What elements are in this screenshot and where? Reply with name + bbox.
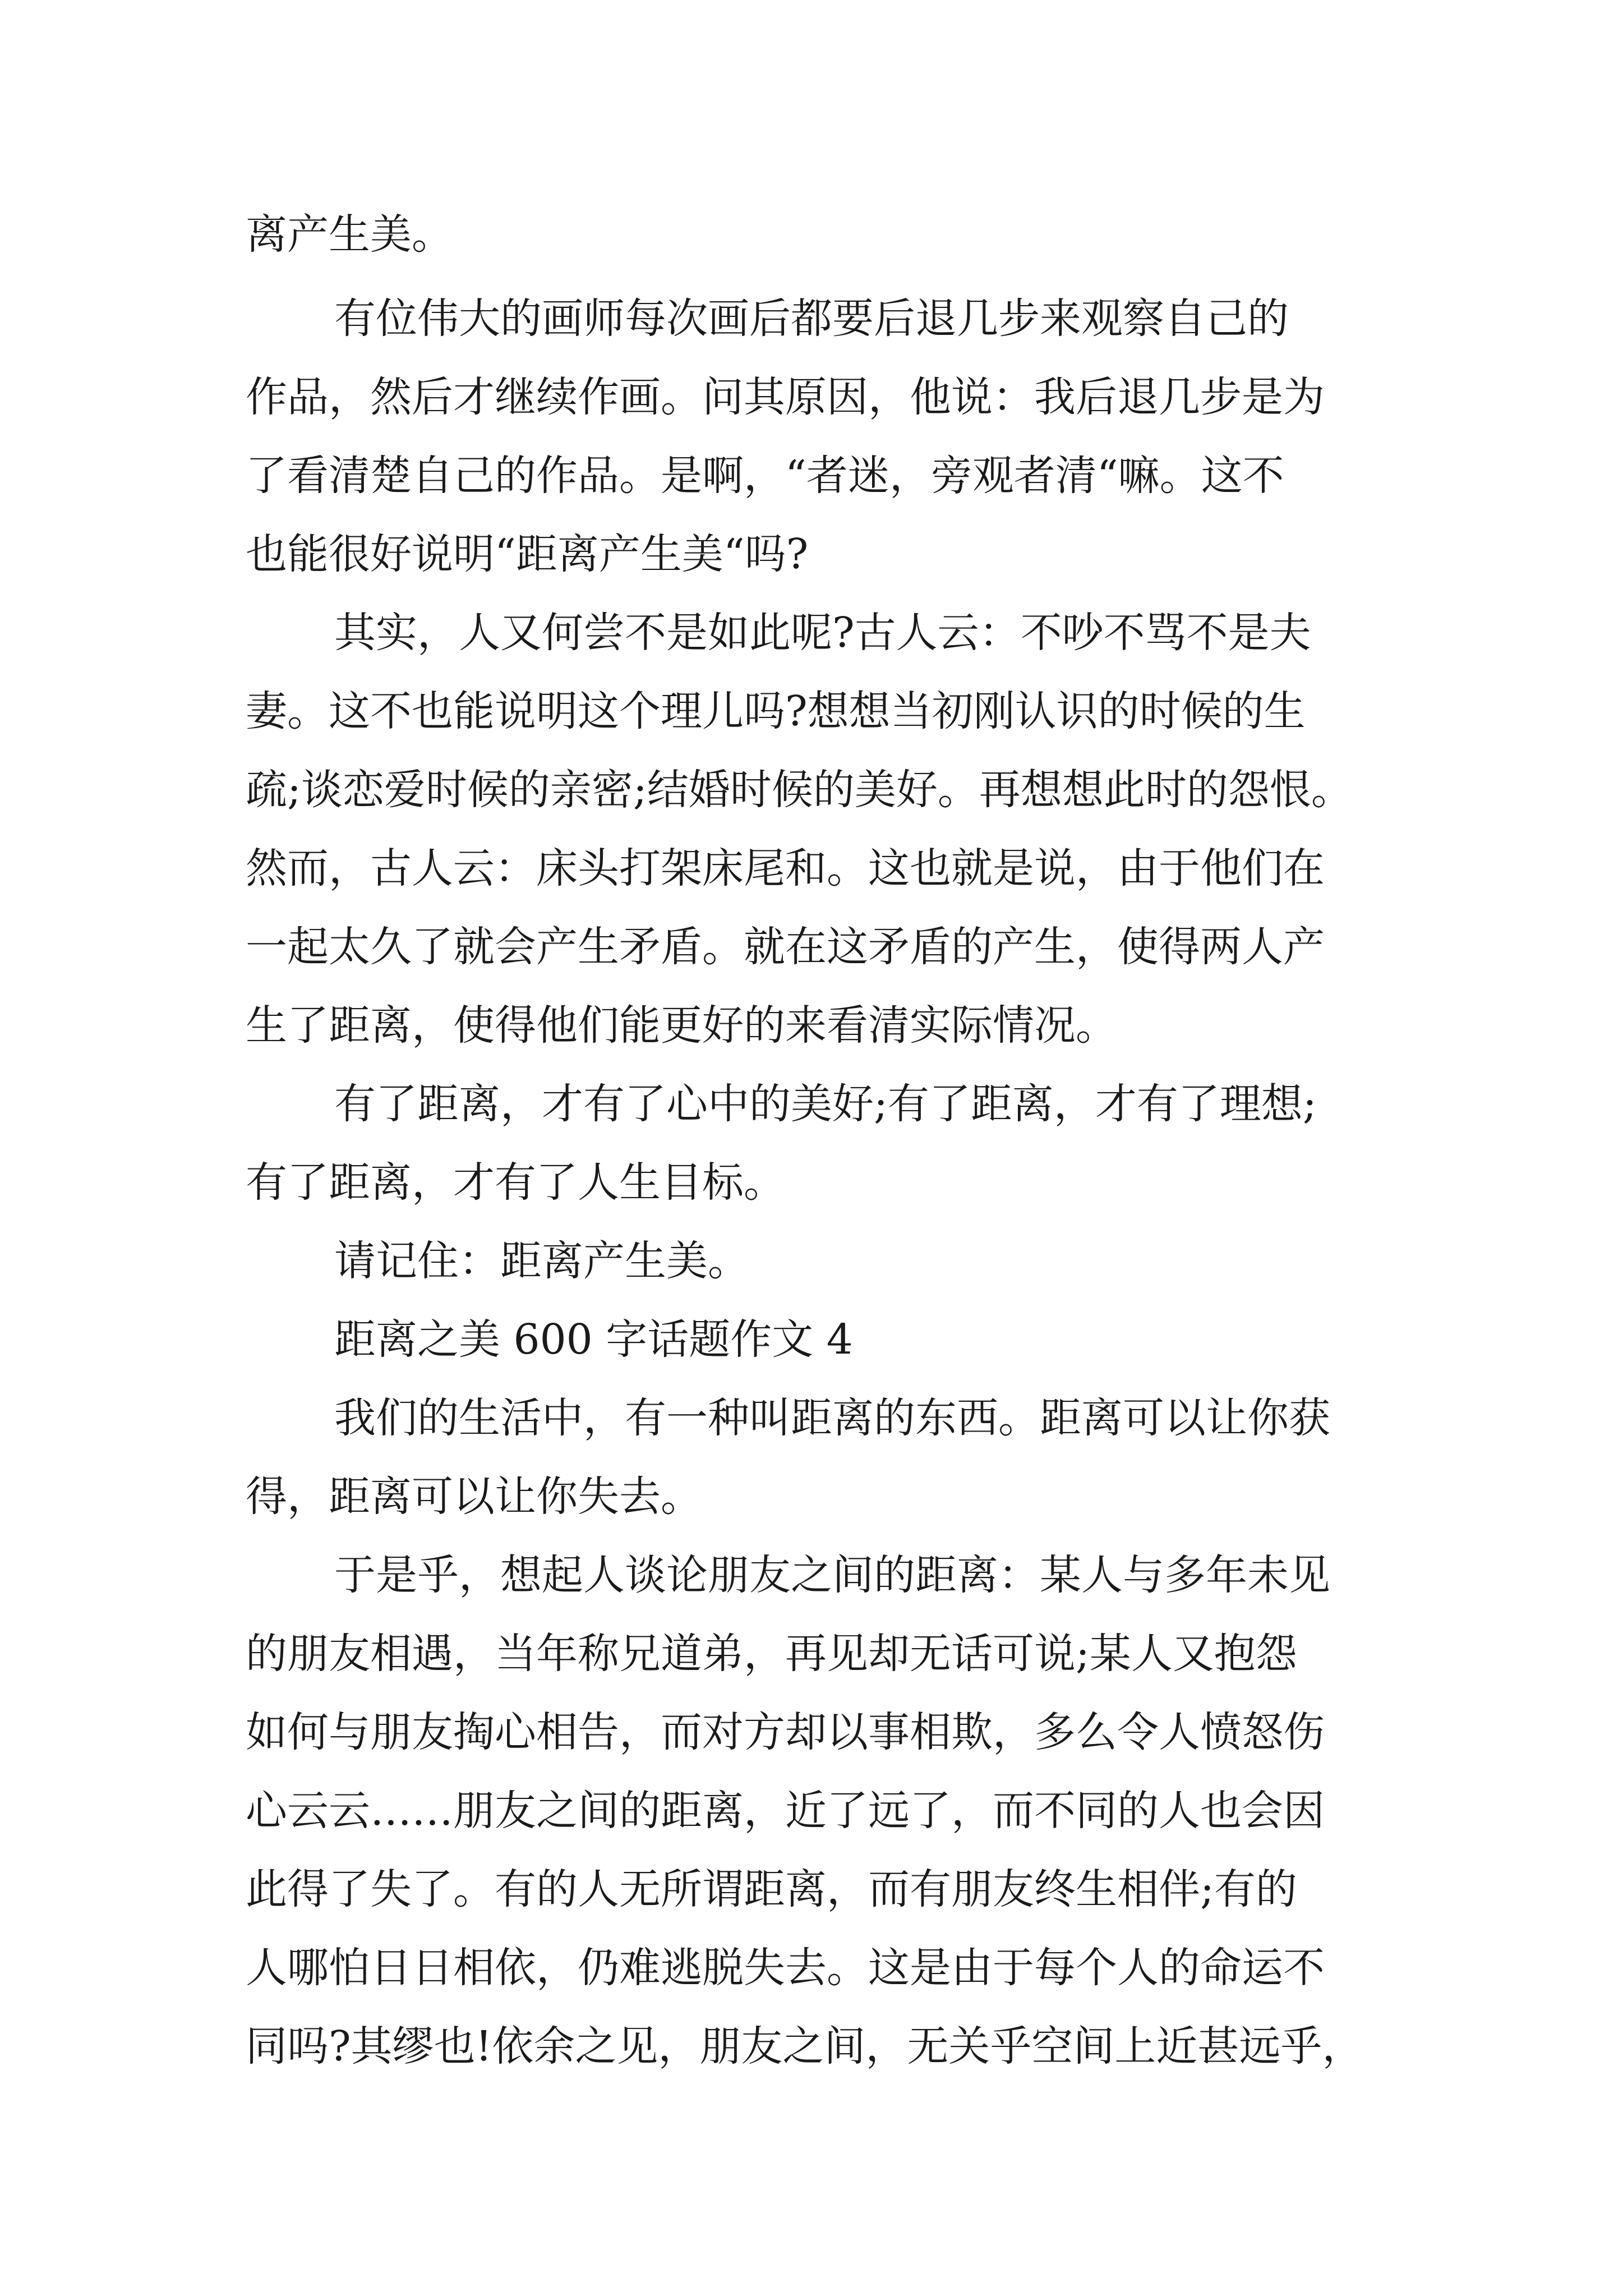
text-line: 我们的生活中，有一种叫距离的东西。距离可以让你获 [334, 1394, 1330, 1442]
text-line: 其实，人又何尝不是如此呢?古人云：不吵不骂不是夫 [334, 609, 1311, 657]
text-line: 请记住：距离产生美。 [334, 1237, 749, 1285]
text-line: 了看清楚自己的作品。是啊，“者迷，旁观者清“嘛。这不 [246, 452, 1284, 500]
text-line: 离产生美。 [246, 210, 453, 259]
text-line: 同吗?其缪也!依余之见，朋友之间，无关乎空间上近甚远乎， [246, 2022, 1364, 2070]
text-line: 有了距离，才有了心中的美好;有了距离，才有了理想; [334, 1080, 1317, 1128]
text-line: 如何与朋友掏心相告，而对方却以事相欺，多么令人愤怒伤 [246, 1708, 1325, 1756]
text-line: 疏;谈恋爱时候的亲密;结婚时候的美好。再想想此时的怨恨。 [246, 766, 1353, 814]
text-line: 生了距离，使得他们能更好的来看清实际情况。 [246, 1001, 1117, 1050]
text-line: 一起太久了就会产生矛盾。就在这矛盾的产生，使得两人产 [246, 923, 1325, 971]
section-heading: 距离之美 600 字话题作文 4 [334, 1315, 853, 1364]
text-line: 人哪怕日日相依，仍难逃脱失去。这是由于每个人的命运不 [246, 1944, 1325, 1992]
text-line: 有了距离，才有了人生目标。 [246, 1158, 785, 1207]
text-line: 心云云……朋友之间的距离，近了远了，而不同的人也会因 [246, 1787, 1325, 1835]
text-line: 也能很好说明“距离产生美“吗? [246, 530, 809, 578]
text-line: 妻。这不也能说明这个理儿吗?想想当初刚认识的时候的生 [246, 687, 1306, 735]
text-line: 于是乎，想起人谈论朋友之间的距离：某人与多年未见 [334, 1551, 1330, 1599]
text-line: 有位伟大的画师每次画后都要后退几步来观察自己的 [334, 295, 1289, 343]
text-line: 此得了失了。有的人无所谓距离，而有朋友终生相伴;有的 [246, 1865, 1297, 1913]
text-line: 然而，古人云：床头打架床尾和。这也就是说，由于他们在 [246, 844, 1325, 892]
text-line: 的朋友相遇，当年称兄道弟，再见却无话可说;某人又抱怨 [246, 1630, 1297, 1678]
text-line: 得，距离可以让你失去。 [246, 1473, 702, 1521]
text-line: 作品，然后才继续作画。问其原因，他说：我后退几步是为 [246, 373, 1325, 421]
